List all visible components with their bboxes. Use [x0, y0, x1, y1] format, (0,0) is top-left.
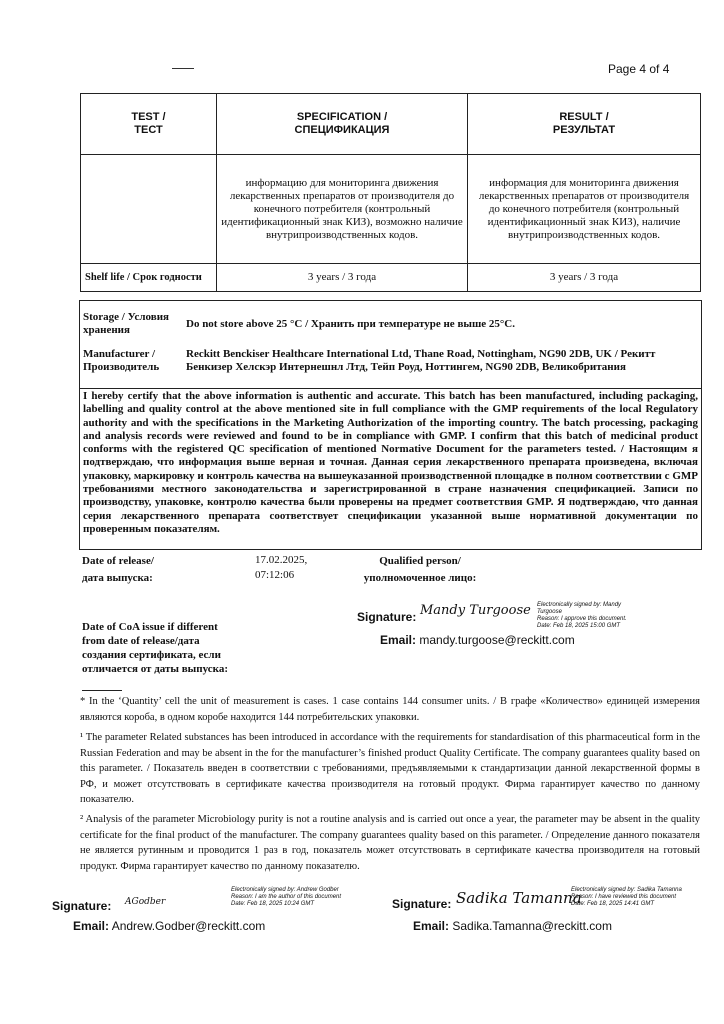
qp-reason: Reason: I approve this document.: [537, 616, 627, 622]
release-time: 07:12:06: [255, 569, 295, 581]
qp-signature-label: Signature:: [357, 610, 417, 624]
qp-date: Date: Feb 18, 2025 15:00 GMT: [537, 623, 621, 629]
header-spec-ru: СПЕЦИФИКАЦИЯ: [294, 124, 390, 136]
header-spec-en: SPECIFICATION /: [296, 111, 388, 123]
qp-label-ru: уполномоченное лицо:: [363, 572, 477, 584]
signer1-email-label: Email:: [73, 919, 110, 933]
release-label-en: Date of release/: [82, 555, 154, 567]
release-label-ru: дата выпуска:: [82, 572, 153, 584]
coa-issue-label: Date of CoA issue if different from date of release/дата создания сертификата, если отличается от даты выпуска:: [82, 621, 228, 675]
footnote-1: ¹ The parameter Related substances has been introduced in accordance with the requirements for standardisation of this pharmaceutical form in the Russian Federation and may be absent in the for the manufacturer’s finished product Quality Certificate. The company guarantees quality based on this parameter. / Показатель введен в соответствии с требованиями, предъявляемыми к стандартизации данной лекарственной формы в РФ, и может отсутствовать в сертификате качества производителя на готовый продукт. Фирма гарантирует качество по данному показателю.: [80, 732, 700, 805]
qp-email-row: [380, 633, 575, 647]
qp-esign-block: [537, 602, 647, 630]
signer2-reason: Reason: I have reviewed this document: [571, 894, 677, 900]
header-test-ru: ТЕСТ: [134, 124, 163, 136]
signer2-esign: Electronically signed by: Sadika Tamanna: [571, 887, 682, 893]
qp-label-en: Qualified person/: [379, 555, 461, 567]
signer1-signature-label: Signature:: [52, 899, 112, 913]
storage-value: Do not store above 25 °C / Хранить при температуре не выше 25°C.: [186, 318, 515, 330]
release-datetime: [255, 553, 307, 583]
cell-spec: 3 years / 3 года: [217, 264, 468, 292]
qualified-person-label: [350, 553, 490, 587]
signer2-email: Sadika.Tamanna@reckitt.com: [452, 919, 612, 933]
signer2-signature-label: Signature:: [392, 897, 452, 911]
qp-signature: Mandy Turgoose: [420, 603, 531, 618]
cell-result: 3 years / 3 года: [468, 264, 701, 292]
table-row: [81, 155, 701, 264]
footnote-quantity: * In the ‘Quantity’ cell the unit of measurement is cases. 1 case contains 144 consumer units. / В графе «Количество» единицей измерения являются короба, в одном коробе находится 144 потребительских упаковки.: [80, 696, 700, 723]
header-result-ru: РЕЗУЛЬТАТ: [552, 124, 616, 136]
certification-statement: I hereby certify that the above information is authentic and accurate. This batch has been manufactured, including packaging, labelling and quality control at the above mentioned site in full compliance with the GMP requirements of the local Regulatory authority and with the specifications in the Marketing Authorization of the importing country. The batch processing, packaging and analysis records were reviewed and found to be in compliance with GMP. I confirm that this batch of medicinal product conforms with the registered QC specification of mentioned Normative Document for the parameters tested. / Настоящим я подтверждаю, что информация выше верная и точная. Данная серия лекарственного препарата произведена, включая упаковку, маркировку и контроль качества на вышеуказанной производственной площадке в полном соответствии с GMP требованиями местного законодательства и зарегистрированной в стране назначения спецификацией. Записи по производству, упаковке, контролю качества были проверены на предмет соответствия GMP. Я подтверждаю, что данная серия лекарственного препарата соответствует спецификации указанной выше нормативной документации по проверенным показателям.: [80, 388, 701, 537]
cell-test: [81, 155, 217, 264]
table-header: [81, 94, 701, 155]
qp-email: mandy.turgoose@reckitt.com: [419, 633, 575, 647]
header-test-en: TEST /: [131, 111, 166, 123]
manufacturer-value: Reckitt Benckiser Healthcare International Ltd, Thane Road, Nottingham, NG90 2DB, UK / Рекитт Бенкизер Хелскэр Интернешнл Лтд, Тейп Роуд, Ноттингем, NG90 2DB, Великобритания: [186, 348, 656, 373]
cell-test: Shelf life / Срок годности: [81, 264, 217, 292]
signer2-esign-block: [571, 887, 691, 908]
storage-manufacturer-box: [79, 300, 702, 550]
test-results-table: [80, 93, 701, 292]
signer1-email-row: [73, 919, 265, 933]
signer1-email: Andrew.Godber@reckitt.com: [111, 919, 266, 933]
header-test: [81, 94, 217, 155]
cell-result: информация для мониторинга движения лекарственных препаратов от производителя до конечного потребителя (контрольный идентификационный знак КИЗ), наличие внутрипроизводственных кодов.: [468, 155, 701, 264]
signer1-esign-block: [231, 887, 351, 908]
footnote-divider: [82, 690, 122, 691]
page-number: Page 4 of 4: [608, 62, 670, 76]
signer2-email-label: Email:: [413, 919, 450, 933]
header-spec: [217, 94, 468, 155]
signer1-signature: AGodber: [125, 897, 166, 907]
qp-email-label: Email:: [380, 633, 417, 647]
signer1-date: Date: Feb 18, 2025 10:24 GMT: [231, 901, 315, 907]
signer2-signature: Sadika Tamanna: [456, 889, 582, 907]
header-result: [468, 94, 701, 155]
manufacturer-label: Manufacturer / Производитель: [83, 348, 160, 373]
header-result-en: RESULT /: [559, 111, 609, 123]
storage-label: Storage / Условия хранения: [83, 311, 169, 336]
signer2-date: Date: Feb 18, 2025 14:41 GMT: [571, 901, 655, 907]
footnote-2: ² Analysis of the parameter Microbiology purity is not a routine analysis and is carried out once a year, the parameter may be absent in the quality certificate for the final product of the manufacturer. The company guarantees quality based on this parameter. / Определение данного показателя не является рутинным и проводится 1 раз в год, показатель может отсутствовать в сертификате качества производителя на готовый продукт. Фирма гарантирует качество по данному показателю.: [80, 814, 700, 872]
signer1-esign: Electronically signed by: Andrew Godber: [231, 887, 339, 893]
scan-mark: [172, 68, 194, 69]
table-row: [81, 264, 701, 292]
signer2-email-row: [413, 919, 612, 933]
release-date: 17.02.2025,: [255, 554, 308, 566]
release-label: [82, 553, 154, 587]
signer1-reason: Reason: I am the author of this document: [231, 894, 342, 900]
cell-spec: информацию для мониторинга движения лекарственных препаратов от производителя до конечного потребителя (контрольный идентификационный знак КИЗ), возможно наличие внутрипроизводственных кодов.: [217, 155, 468, 264]
qp-esign: Electronically signed by: Mandy Turgoose: [537, 602, 622, 615]
